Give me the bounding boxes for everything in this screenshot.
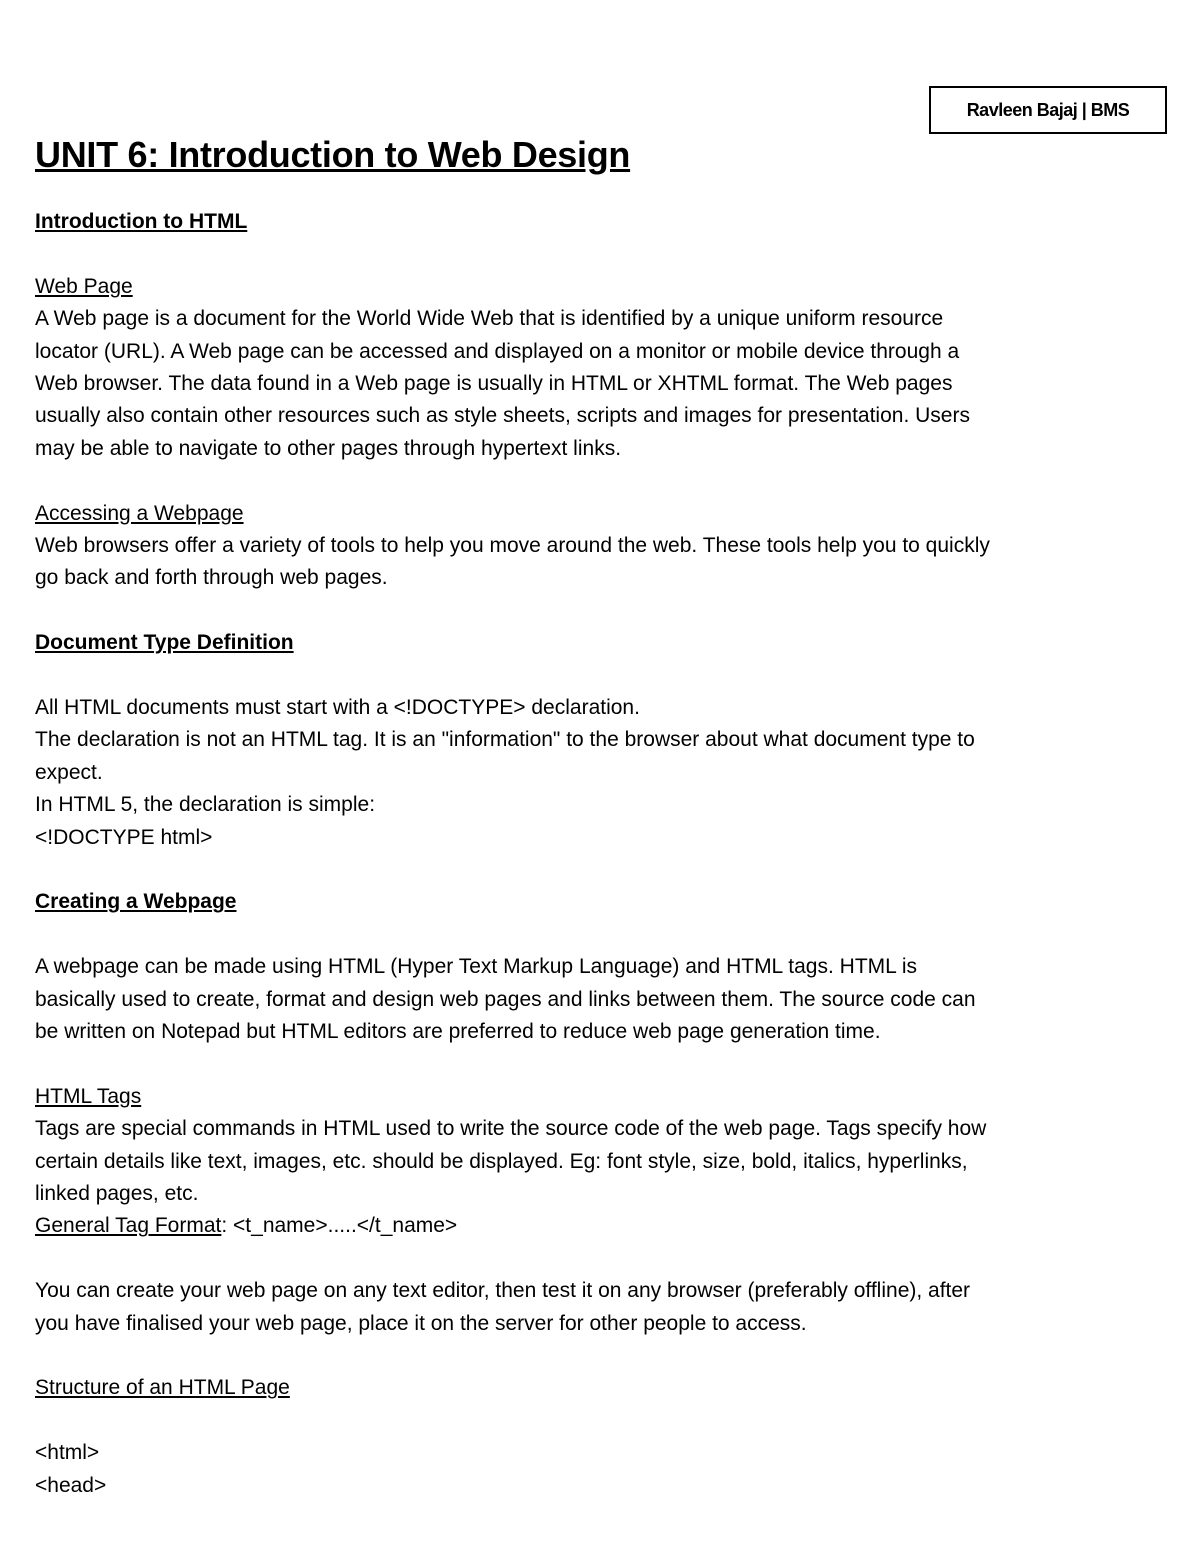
paragraph-line: expect. xyxy=(35,760,103,784)
paragraph-line: Web browser. The data found in a Web page is usually in HTML or XHTML format. The Web pages xyxy=(35,372,953,396)
paragraph-line: be written on Notepad but HTML editors are preferred to reduce web page generation time. xyxy=(35,1020,881,1044)
paragraph-line: linked pages, etc. xyxy=(35,1182,199,1206)
tag-format-value: : <t_name>.....</t_name> xyxy=(221,1214,458,1238)
paragraph-line: usually also contain other resources such as style sheets, scripts and images for presentation. Users xyxy=(35,404,970,428)
section-heading-dtd: Document Type Definition xyxy=(35,631,294,655)
paragraph-line: The declaration is not an HTML tag. It is an "information" to the browser about what document type to xyxy=(35,728,975,752)
paragraph-line: Web browsers offer a variety of tools to help you move around the web. These tools help you to quickly xyxy=(35,534,990,558)
paragraph-line: you have finalised your web page, place it on the server for other people to access. xyxy=(35,1311,807,1335)
paragraph-line: may be able to navigate to other pages through hypertext links. xyxy=(35,436,622,460)
paragraph-line: go back and forth through web pages. xyxy=(35,566,388,590)
tag-format-label: General Tag Format xyxy=(35,1214,222,1238)
subheading-web-page: Web Page xyxy=(35,274,133,298)
code-line: <!DOCTYPE html> xyxy=(35,825,213,849)
paragraph-line: In HTML 5, the declaration is simple: xyxy=(35,793,376,817)
paragraph-line: locator (URL). A Web page can be accessed and displayed on a monitor or mobile device through a xyxy=(35,339,960,363)
paragraph-line: A Web page is a document for the World Wide Web that is identified by a unique uniform resource xyxy=(35,307,944,331)
page-title: UNIT 6: Introduction to Web Design xyxy=(35,134,631,175)
paragraph-line: Tags are special commands in HTML used to write the source code of the web page. Tags specify how xyxy=(35,1117,987,1141)
section-heading-creating-webpage: Creating a Webpage xyxy=(35,890,237,914)
subheading-accessing-webpage: Accessing a Webpage xyxy=(35,501,244,525)
subheading-structure: Structure of an HTML Page xyxy=(35,1376,290,1400)
paragraph-line: certain details like text, images, etc. should be displayed. Eg: font style, size, bold, italics, hyperlinks, xyxy=(35,1149,968,1173)
code-line: <html> xyxy=(35,1441,100,1465)
paragraph-line: All HTML documents must start with a <!DOCTYPE> declaration. xyxy=(35,696,640,720)
document-body xyxy=(35,132,1165,1502)
subheading-html-tags: HTML Tags xyxy=(35,1084,142,1108)
paragraph-line: You can create your web page on any text editor, then test it on any browser (preferably offline), after xyxy=(35,1279,971,1303)
paragraph-line: basically used to create, format and design web pages and links between them. The source code can xyxy=(35,987,976,1011)
section-heading-intro-html: Introduction to HTML xyxy=(35,210,248,233)
paragraph-line: A webpage can be made using HTML (Hyper Text Markup Language) and HTML tags. HTML is xyxy=(35,955,918,979)
author-label: Ravleen Bajaj | BMS xyxy=(929,86,1167,134)
tag-format-line xyxy=(35,1210,1165,1242)
code-line: <head> xyxy=(35,1473,107,1497)
